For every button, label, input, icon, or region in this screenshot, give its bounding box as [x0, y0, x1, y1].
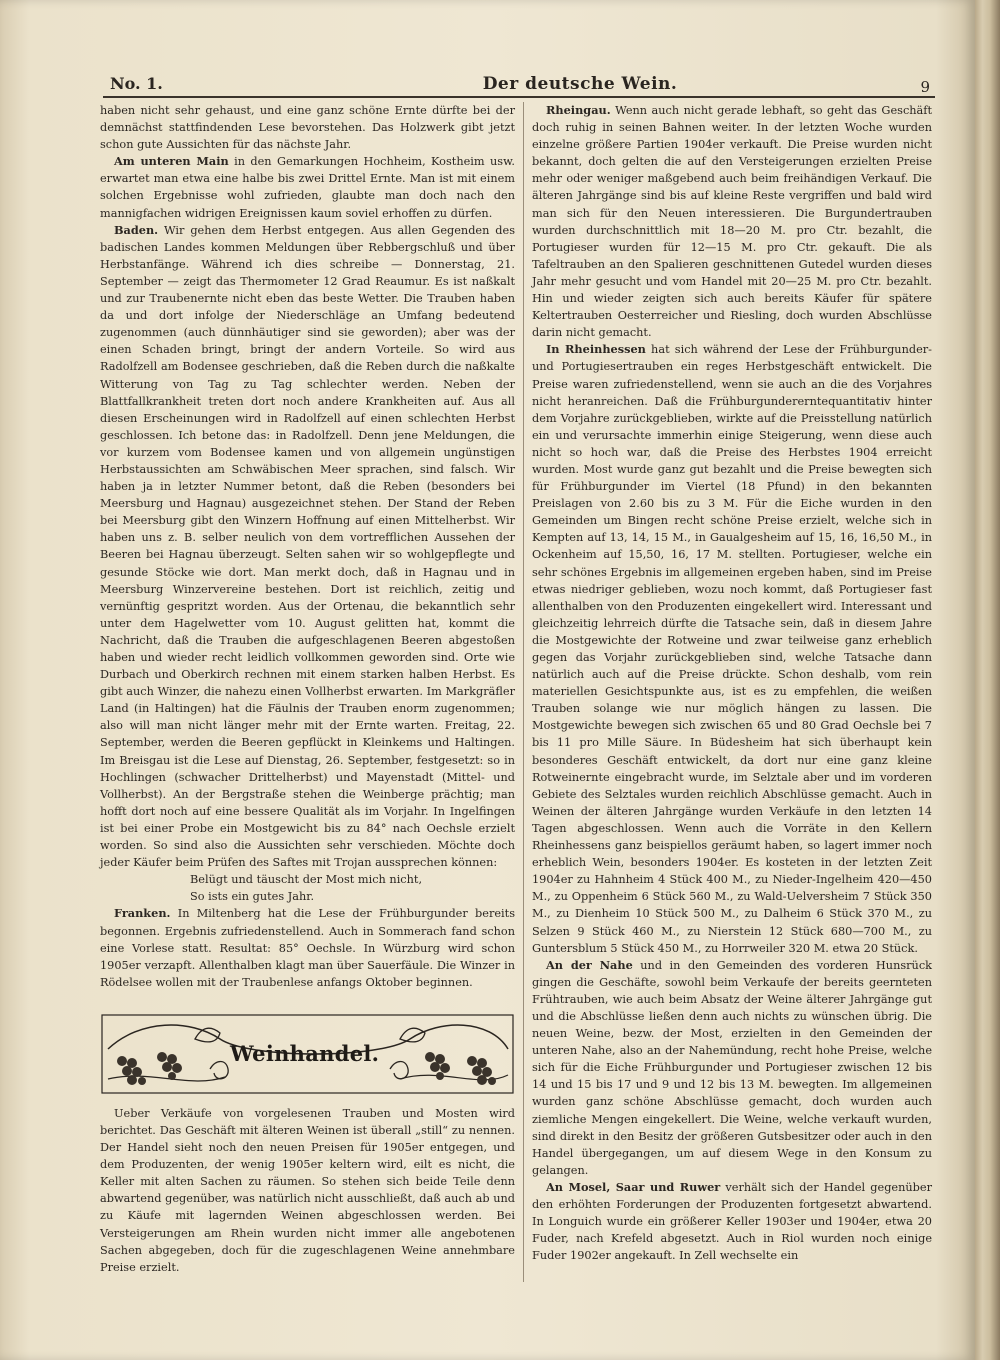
paragraph-baden	[100, 222, 515, 872]
page-header	[110, 70, 930, 96]
heading-nahe: An der Nahe	[546, 957, 633, 972]
paragraph-rheinhessen	[532, 341, 932, 956]
paragraph-weinhandel: Ueber Verkäufe von vorgelesenen Trauben und Mosten wird berichtet. Das Geschäft mit älteren Weinen ist überall „still“ zu nennen. Der Handel sieht noch den neuen Preisen für 1905er entgegen, und dem Produzenten, der wenig 1905er keltern wird, eilt es nicht, die Keller mit alten Sachen zu räumen. So stehen sich beide Teile denn abwartend gegenüber, was natürlich nicht ausschließt, daß auch ab und zu Käufe mit lagernden Weinen abgeschlossen werden. Bei Versteigerungen am Rhein wurden nicht immer alle angebotenen Sachen abgegeben, doch für die zugeschlagenen Weine annehmbare Preise erzielt.	[100, 1106, 515, 1274]
paragraph-mosel-text: verhält sich der Handel gegenüber den erhöhten Forderungen der Produzenten fortgesetzt abwartend. In Longuich wurde ein größerer Keller 1903er und 1904er, etwa 20 Fuder, nach Krefeld abgesetzt. Auch in Riol wurden noch einige Fuder 1902er angekauft. In Zell wechselte ein	[532, 1180, 932, 1263]
heading-baden: Baden.	[114, 222, 159, 237]
paragraph-franken	[100, 905, 515, 990]
paragraph-main	[100, 153, 515, 221]
section-title-weinhandel: Weinhandel.	[230, 1040, 380, 1066]
heading-unterer-main: Am unteren Main	[114, 154, 229, 169]
publication-title: Der deutsche Wein.	[482, 74, 678, 94]
paragraph-mosel	[532, 1179, 932, 1264]
verse-line-1: Belügt und täuscht der Most mich nicht,	[190, 873, 423, 887]
heading-mosel-saar-ruwer: An Mosel, Saar und Ruwer	[546, 1179, 721, 1194]
issue-number: No. 1.	[110, 74, 163, 93]
paragraph-rheingau	[532, 102, 932, 341]
weinhandel-banner	[100, 1009, 515, 1097]
paragraph-nahe	[532, 957, 932, 1179]
paragraph-nahe-text: und in den Gemeinden des vorderen Hunsrück gingen die Geschäfte, sowohl beim Verkaufe der bereits geernteten Frühtrauben, wie auch beim Absatz der Weine älterer Jahrgänge gut und die Abschlüsse ließen denn auch nichts zu wünschen übrig. Die neuen Weine, bezw. der Most, erzielten in den Gemeinden der unteren Nahe, also an der Nahemündung, recht hohe Preise, welche sich für die Eiche Frühburgunder und Portugieser zwischen 12 bis 14 und 15 bis 17 und 9 und 12 bis 13 M. bewegten. Im allgemeinen wurden ganz schöne Abschlüsse gemacht, doch wurden auch ziemliche Mengen eingekellert. Die Weine, welche verkauft wurden, sind direkt in den Besitz der größeren Gutsbesitzer oder auch in den Handel übergegangen, um auf diesem Wege in den Konsum zu gelangen.	[532, 958, 932, 1177]
right-column	[532, 102, 932, 1264]
heading-rheinhessen: In Rheinhessen	[546, 342, 646, 357]
paragraph-franken-text: In Miltenberg hat die Lese der Frühburgunder bereits begonnen. Ergebnis zufriedenstellend. Auch in Sommerach fand schon eine Vorlese statt. Resultat: 85° Oechsle. In Würzburg wird schon 1905er verzapft. Allenthalben klagt man über Sauerfäule. Die Winzer in Rödelsee wollen mit der Traubenlese anfangs Oktober beginnen.	[100, 907, 515, 989]
column-divider	[523, 102, 524, 1282]
paragraph-rheingau-text: Wenn auch nicht gerade lebhaft, so geht das Geschäft doch ruhig in seinen Bahnen weiter. In der letzten Woche wurden einzelne größere Partien 1904er verkauft. Die Preise wurden nicht bekannt, doch gelten die auf den Versteigerungen erzielten Preise mehr oder weniger maßgebend auch beim freihändigen Verkauf. Die älteren Jahrgänge sind bis auf kleine Reste vergriffen und bald wird man sich für den Neuen interessieren. Die Burgundertrauben wurden durchschnittlich mit 18—20 M. pro Ctr. bezahlt, die Portugieser wurden für 12—15 M. pro Ctr. gekauft. Die als Tafeltrauben an den Spalieren geschnittenen Gutedel wurden dieses Jahr mehr gesucht und vom Handel mit 20—25 M. pro Ctr. bezahlt. Hin und wieder zeigten sich auch bereits Käufer für spätere Keltertrauben Oesterreicher und Riesling, doch wurden Abschlüsse darin nicht gemacht.	[532, 104, 932, 340]
verse-line-2: So ists ein gutes Jahr.	[190, 890, 315, 904]
page-number: 9	[920, 78, 930, 96]
header-rule	[103, 96, 935, 98]
left-column	[100, 102, 515, 1276]
book-page-edge	[975, 0, 1000, 1360]
heading-franken: Franken.	[114, 906, 171, 921]
paragraph-main-text: in den Gemarkungen Hochheim, Kostheim usw. erwartet man etwa eine halbe bis zwei Drittel Ernte. Man ist mit einem solchen Ergebnisse wohl zufrieden, glaubte man doch nach den mannigfachen widrigen Ereignissen kaum soviel erhoffen zu dürfen.	[100, 155, 515, 220]
paragraph-holzwerk: haben nicht sehr gehaust, und eine ganz schöne Ernte dürfte bei der demnächst stattfindenden Lese bevorstehen. Das Holzwerk gibt jetzt schon gute Aussichten für das nächste Jahr.	[100, 104, 515, 152]
paragraph-rheinhessen-text: hat sich während der Lese der Frühburgunder- und Portugiesertrauben ein reges Herbstgeschäft entwickelt. Die Preise waren zufriedenstellend, wenn sie auch an die des Vorjahres nicht heranreichen. Daß die Frühburgundererntequantitativ hinter dem Vorjahre zurückgeblieben, wirkte auf die Preisstellung natürlich ein und verursachte immerhin einige Steigerung, wenn diese auch nicht so hoch war, daß die Preise des Herbstes 1904 erreicht wurden. Most wurde ganz gut bezahlt und die Preise bewegten sich für Frühburgunder im Viertel (18 Pfund) in den bekannten Preislagen von 2.60 bis zu 3 M. Für die Eiche wurden in den Gemeinden um Bingen recht schöne Preise erzielt, welche sich in Kempten auf 13, 14, 15 M., in Gaualgesheim auf 15, 16, 16,50 M., in Ockenheim auf 15,50, 16, 17 M. stellten. Portugieser, welche ein sehr schönes Ergebnis im allgemeinen ergeben haben, sind im Preise etwas niedriger geblieben, wozu noch kommt, daß Portugieser fast allenthalben von den Produzenten eingekellert wird. Interessant und gleichzeitig lehrreich dürfte die Tatsache sein, daß in diesem Jahre die Mostgewichte der Rotweine und zwar teilweise ganz erheblich gegen das Vorjahr zurückgeblieben sind, welche Tatsache dann natürlich auch auf die Preise drückte. Schon deshalb, vom rein materiellen Gesichtspunkte aus, ist es zu empfehlen, die weißen Trauben solange wie nur möglich hängen zu lassen. Die Mostgewichte bewegen sich zwischen 65 und 80 Grad Oechsle bei 7 bis 11 pro Mille Säure. In Büdesheim hat sich überhaupt kein besonderes Geschäft entwickelt, da dort nur eine ganz kleine Rotweinernte eingebracht wurde, im Selztale aber und im vorderen Gebiete des Selztales wurden reichlich Abschlüsse gemacht. Auch in Weinen der älteren Jahrgänge wurden Verkäufe in den letzten 14 Tagen abgeschlossen. Wenn auch die Vorräte in den Kellern Rheinhessens ganz beispiellos geräumt haben, so lagert immer noch erheblich Wein, besonders 1904er. Es kosteten in der letzten Zeit 1904er zu Hahnheim 4 Stück 400 M., zu Nieder-Ingelheim 420—450 M., zu Oppenheim 6 Stück 560 M., zu Wald-Uelversheim 7 Stück 350 M., zu Dienheim 10 Stück 500 M., zu Dalheim 6 Stück 370 M., zu Selzen 9 Stück 460 M., zu Nierstein 12 Stück 680—700 M., zu Guntersblum 5 Stück 450 M., zu Horrweiler 320 M. etwa 20 Stück.	[532, 343, 932, 955]
heading-rheingau: Rheingau.	[546, 103, 611, 117]
paragraph-baden-text: Wir gehen dem Herbst entgegen. Aus allen Gegenden des badischen Landes kommen Meldungen über Rebbergschluß und über Herbstanfänge. Während ich dies schreibe — Donnerstag, 21. September — zeigt das Thermometer 12 Grad Reaumur. Es ist naßkalt und zur Traubenernte nicht eben das beste Wetter. Die Trauben haben da und dort infolge der Niederschläge an Umfang bedeutend zugenommen (auch dünnhäutiger sind sie geworden); aber was der einen Schaden bringt, bringt der andern Vorteile. So wird aus Radolfzell am Bodensee geschrieben, daß die Reben durch die naßkalte Witterung von Tag zu Tag schlechter werden. Neben der Blattfallkrankheit treten dort noch andere Krankheiten auf. Aus all diesen Erscheinungen wird in Radolfzell auf einen schlechten Herbst geschlossen. Ich betone das: in Radolfzell. Denn jene Meldungen, die vor kurzem vom Bodensee kamen und von allgemein ungünstigen Herbstaussichten am Schwäbischen Meer sprachen, sind falsch. Wir haben ja in letzter Nummer betont, daß die Reben (besonders bei Meersburg und Hagnau) ausgezeichnet stehen. Der Stand der Reben bei Meersburg gibt den Winzern Hoffnung auf einen Mittelherbst. Wir haben uns z. B. selber neulich von dem vortrefflichen Aussehen der Beeren bei Hagnau überzeugt. Selten sahen wir so wohlgepflegte und gesunde Stöcke wie dort. Man merkt doch, daß in Hagnau und in Meersburg Winzervereine bestehen. Dort ist reichlich, zeitig und vernünftig gespritzt worden. Aus der Ortenau, die bekanntlich sehr unter dem Hagelwetter vom 10. August gelitten hat, kommt die Nachricht, daß die Trauben die aufgeschlagenen Beeren abgestoßen haben und wieder recht leidlich vollkommen geworden sind. Orte wie Durbach und Oberkirch rechnen mit einem starken halben Herbst. Es gibt auch Winzer, die nahezu einen Vollherbst erwarten. Im Markgräfler Land (in Haltingen) hat die Fäulnis der Trauben enorm zugenommen; also will man nicht länger mehr mit der Ernte warten. Freitag, 22. September, werden die Beeren gepflückt in Kleinkems und Haltingen. Im Breisgau ist die Lese auf Dienstag, 26. September, festgesetzt: so in Hochlingen (schwacher Drittelherbst) und Mayenstadt (Mittel- und Vollherbst). An der Bergstraße stehen die Weinberge prächtig; man hofft dort noch auf eine bessere Qualität als im Vorjahr. In Ingelfingen ist bei einer Probe ein Mostgewicht bis zu 84° nach Oechsle erzielt worden. So sind also die Aussichten sehr verschieden. Möchte doch jeder Käufer beim Prüfen des Saftes mit Trojan aussprechen können:	[100, 223, 515, 870]
